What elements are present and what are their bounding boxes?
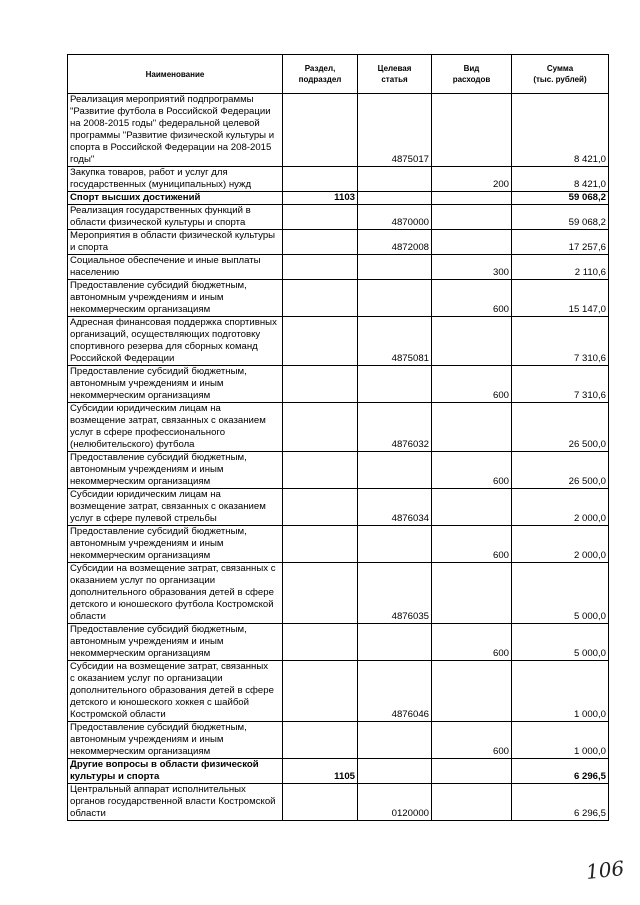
row-section-cell	[283, 230, 358, 255]
row-section-cell	[283, 661, 358, 722]
row-section-cell	[283, 489, 358, 526]
row-type-cell	[432, 563, 512, 624]
row-section-cell	[283, 167, 358, 192]
row-sum-cell: 6 296,5	[512, 784, 609, 821]
header-name: Наименование	[68, 55, 283, 94]
row-target-cell	[358, 192, 432, 205]
row-target-cell	[358, 255, 432, 280]
table-row	[68, 563, 609, 624]
page-number: 106	[584, 856, 626, 884]
row-type-cell: 600	[432, 366, 512, 403]
header-sum: Сумма (тыс. рублей)	[512, 55, 609, 94]
row-target-cell: 4876034	[358, 489, 432, 526]
row-type-cell	[432, 205, 512, 230]
row-name-cell: Субсидии на возмещение затрат, связанных с оказанием услуг по организации дополнительного образования детей в сфере детского и юношеского хоккея с шайбой Костромской области	[68, 661, 283, 722]
row-name-cell: Закупка товаров, работ и услуг для государственных (муниципальных) нужд	[68, 167, 283, 192]
table-row	[68, 526, 609, 563]
row-section-cell	[283, 366, 358, 403]
row-name-cell: Социальное обеспечение и иные выплаты населению	[68, 255, 283, 280]
row-section-cell	[283, 403, 358, 452]
row-section-cell	[283, 526, 358, 563]
row-type-cell	[432, 489, 512, 526]
row-sum-cell: 26 500,0	[512, 452, 609, 489]
row-section-cell	[283, 624, 358, 661]
row-target-cell: 4876032	[358, 403, 432, 452]
row-name-cell: Спорт высших достижений	[68, 192, 283, 205]
row-type-cell	[432, 230, 512, 255]
row-target-cell	[358, 722, 432, 759]
row-target-cell	[358, 759, 432, 784]
row-name-cell: Субсидии юридическим лицам на возмещение затрат, связанных с оказанием услуг в сфере пулевой стрельбы	[68, 489, 283, 526]
row-sum-cell: 2 110,6	[512, 255, 609, 280]
row-sum-cell: 8 421,0	[512, 167, 609, 192]
table-row	[68, 624, 609, 661]
row-type-cell: 600	[432, 526, 512, 563]
row-name-cell: Предоставление субсидий бюджетным, автономным учреждениям и иным некоммерческим организациям	[68, 366, 283, 403]
row-sum-cell: 26 500,0	[512, 403, 609, 452]
row-target-cell: 4876046	[358, 661, 432, 722]
row-type-cell: 600	[432, 722, 512, 759]
table-row	[68, 759, 609, 784]
row-sum-cell: 2 000,0	[512, 489, 609, 526]
row-sum-cell: 5 000,0	[512, 563, 609, 624]
row-target-cell	[358, 452, 432, 489]
table-header-row	[68, 55, 609, 94]
row-type-cell: 600	[432, 624, 512, 661]
row-target-cell	[358, 526, 432, 563]
row-sum-cell: 5 000,0	[512, 624, 609, 661]
row-sum-cell: 17 257,6	[512, 230, 609, 255]
table-row	[68, 255, 609, 280]
row-type-cell: 300	[432, 255, 512, 280]
row-section-cell	[283, 94, 358, 167]
row-target-cell: 4875081	[358, 317, 432, 366]
table-row	[68, 280, 609, 317]
row-section-cell	[283, 452, 358, 489]
row-type-cell: 200	[432, 167, 512, 192]
row-section-cell	[283, 317, 358, 366]
row-sum-cell: 7 310,6	[512, 317, 609, 366]
row-name-cell: Адресная финансовая поддержка спортивных организаций, осуществляющих подготовку спортивного резерва для сборных команд Российской Федерации	[68, 317, 283, 366]
row-type-cell: 600	[432, 280, 512, 317]
row-sum-cell: 7 310,6	[512, 366, 609, 403]
row-target-cell	[358, 624, 432, 661]
row-target-cell: 4870000	[358, 205, 432, 230]
row-target-cell: 0120000	[358, 784, 432, 821]
row-name-cell: Предоставление субсидий бюджетным, автономным учреждениям и иным некоммерческим организациям	[68, 526, 283, 563]
row-type-cell	[432, 661, 512, 722]
table-row	[68, 192, 609, 205]
table-row	[68, 366, 609, 403]
row-section-cell	[283, 722, 358, 759]
row-type-cell	[432, 784, 512, 821]
table-row	[68, 167, 609, 192]
row-type-cell	[432, 759, 512, 784]
row-name-cell: Предоставление субсидий бюджетным, автономным учреждениям и иным некоммерческим организациям	[68, 452, 283, 489]
row-target-cell: 4872008	[358, 230, 432, 255]
row-type-cell	[432, 94, 512, 167]
row-sum-cell: 59 068,2	[512, 205, 609, 230]
row-section-cell: 1105	[283, 759, 358, 784]
row-type-cell	[432, 317, 512, 366]
row-name-cell: Мероприятия в области физической культуры и спорта	[68, 230, 283, 255]
row-section-cell	[283, 280, 358, 317]
row-section-cell	[283, 784, 358, 821]
row-section-cell	[283, 255, 358, 280]
row-sum-cell: 15 147,0	[512, 280, 609, 317]
row-section-cell: 1103	[283, 192, 358, 205]
table-row	[68, 230, 609, 255]
row-type-cell	[432, 192, 512, 205]
row-name-cell: Предоставление субсидий бюджетным, автономным учреждениям и иным некоммерческим организациям	[68, 624, 283, 661]
row-sum-cell: 1 000,0	[512, 661, 609, 722]
header-type: Вид расходов	[432, 55, 512, 94]
row-sum-cell: 59 068,2	[512, 192, 609, 205]
row-target-cell: 4876035	[358, 563, 432, 624]
row-target-cell	[358, 167, 432, 192]
row-section-cell	[283, 563, 358, 624]
table-row	[68, 94, 609, 167]
table-row	[68, 784, 609, 821]
row-sum-cell: 1 000,0	[512, 722, 609, 759]
row-sum-cell: 6 296,5	[512, 759, 609, 784]
row-type-cell: 600	[432, 452, 512, 489]
row-section-cell	[283, 205, 358, 230]
row-name-cell: Субсидии юридическим лицам на возмещение затрат, связанных с оказанием услуг в сфере профессионального (нелюбительского) футбола	[68, 403, 283, 452]
table-row	[68, 452, 609, 489]
row-target-cell	[358, 366, 432, 403]
row-target-cell	[358, 280, 432, 317]
table-row	[68, 205, 609, 230]
table-row	[68, 661, 609, 722]
row-name-cell: Реализация мероприятий подпрограммы "Развитие футбола в Российской Федерации на 2008-2015 годы" федеральной целевой программы "Развитие физической культуры и спорта в Российской Федерации на 208-2015 годы"	[68, 94, 283, 167]
row-name-cell: Другие вопросы в области физической культуры и спорта	[68, 759, 283, 784]
row-name-cell: Предоставление субсидий бюджетным, автономным учреждениям и иным некоммерческим организациям	[68, 722, 283, 759]
table-row	[68, 489, 609, 526]
row-name-cell: Реализация государственных функций в области физической культуры и спорта	[68, 205, 283, 230]
table-row	[68, 403, 609, 452]
row-name-cell: Субсидии на возмещение затрат, связанных с оказанием услуг по организации дополнительного образования детей в сфере детского и юношеского футбола Костромской области	[68, 563, 283, 624]
table-row	[68, 317, 609, 366]
row-type-cell	[432, 403, 512, 452]
row-target-cell: 4875017	[358, 94, 432, 167]
row-name-cell: Предоставление субсидий бюджетным, автономным учреждениям и иным некоммерческим организациям	[68, 280, 283, 317]
budget-table	[67, 54, 609, 821]
row-sum-cell: 8 421,0	[512, 94, 609, 167]
header-section: Раздел, подраздел	[283, 55, 358, 94]
table-row	[68, 722, 609, 759]
header-target: Целевая статья	[358, 55, 432, 94]
row-name-cell: Центральный аппарат исполнительных органов государственной власти Костромской области	[68, 784, 283, 821]
row-sum-cell: 2 000,0	[512, 526, 609, 563]
